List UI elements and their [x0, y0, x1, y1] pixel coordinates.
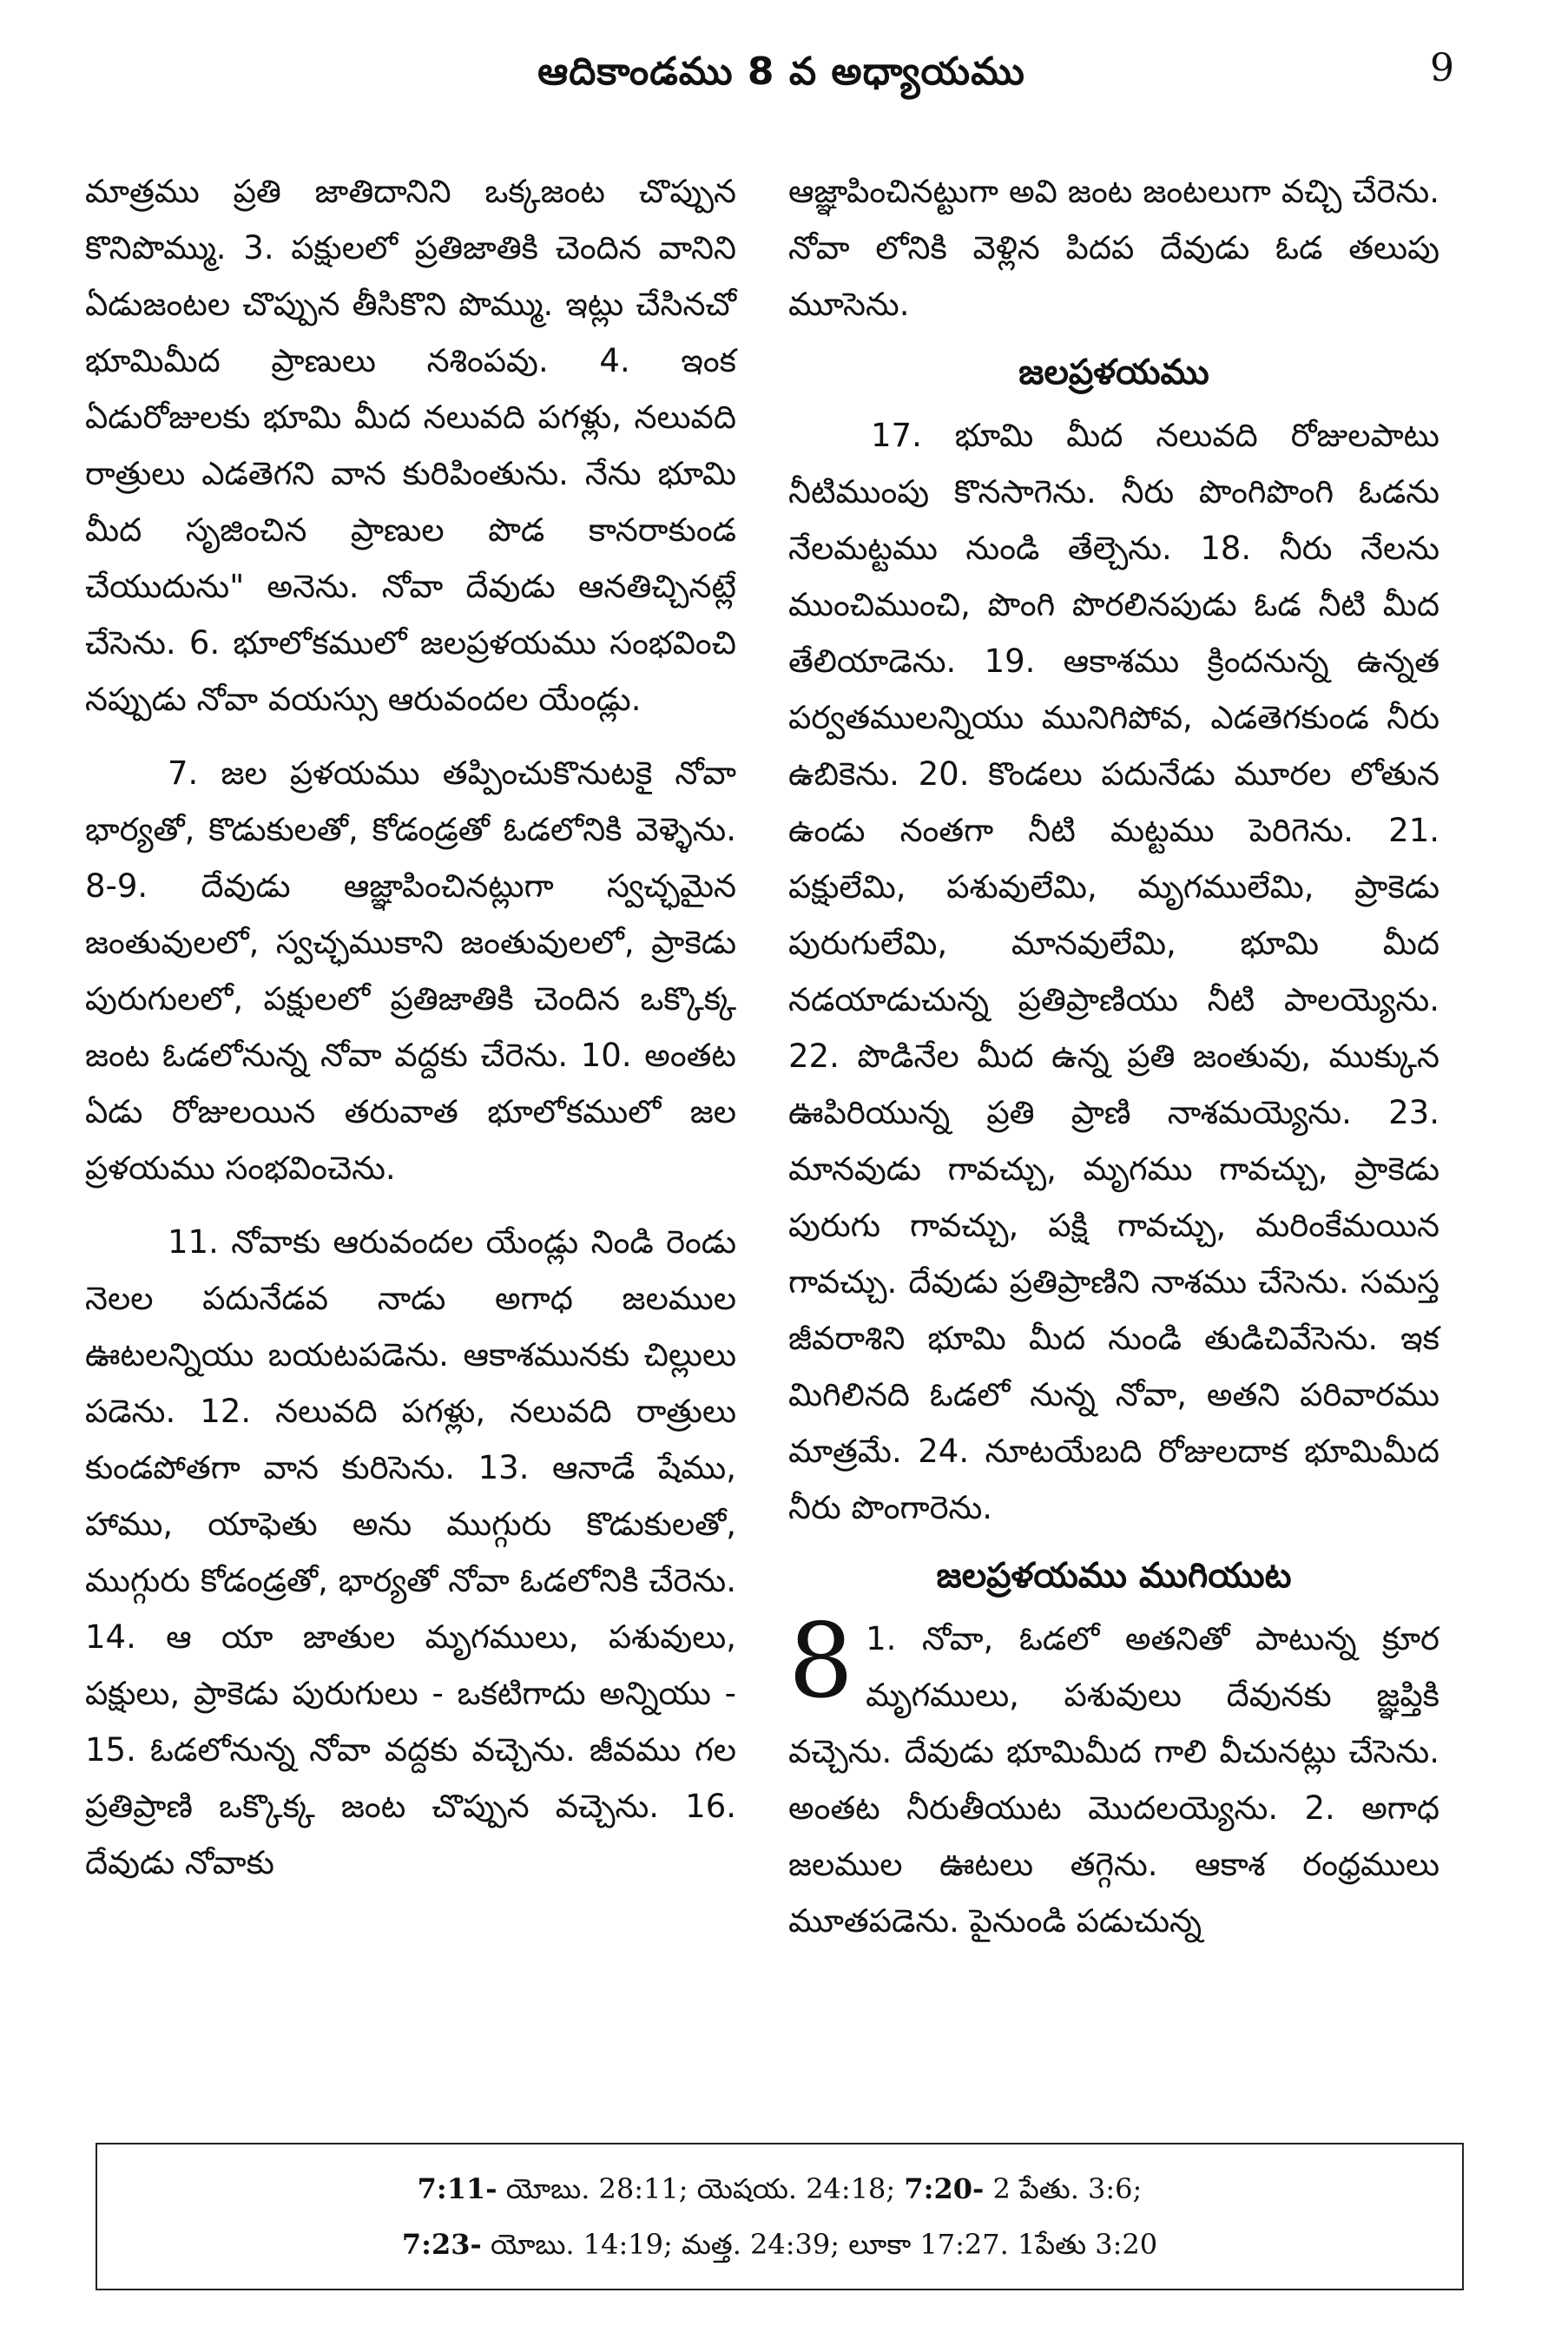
section-heading: జలప్రళయము ముగియుట [936, 1556, 1292, 1596]
paragraph: 7. జల ప్రళయము తప్పించుకొనుటకై నోవా భార్యతో, కొడుకులతో, కోడండ్రతో ఓడలోనికి వెళ్ళెను. 8-9. దేవుడు ఆజ్ఞాపించినట్లుగా స్వచ్ఛమైన జంతువులలో, స్వచ్ఛముకాని జంతువులలో, ప్రాకెడు పురుగులలో, పక్షులలో ప్రతిజాతికి చెందిన ఒక్కొక్క జంట ఓడలోనున్న నోవా వద్దకు చేరెను. 10. అంతట ఏడు రోజులయిన తరువాత భూలోకములో జల ప్రళయము సంభవించెను. [85, 754, 736, 1187]
section-heading: జలప్రళయము [1018, 352, 1209, 392]
reference-text: 2 పేతు. 3:6; [984, 2172, 1143, 2205]
reference-key: 7:11- [417, 2172, 497, 2205]
reference-text: యోబు. 28:11; యెషయ. 24:18; [497, 2172, 905, 2205]
footnote-line [402, 2217, 1157, 2272]
right-column [788, 163, 1440, 1949]
reference-text: యోబు. 14:19; మత్త. 24:39; లూకా 17:27. 1పేతు 3:20 [481, 2228, 1158, 2261]
reference-key: 7:23- [401, 2228, 482, 2261]
chapter-paragraph [788, 1601, 1440, 1949]
cross-reference-box [96, 2143, 1464, 2290]
chapter-number: 8 [788, 1601, 854, 1721]
page-number: 9 [1430, 46, 1454, 90]
reference-key: 7:20- [904, 2172, 985, 2205]
paragraph: 17. భూమి మీద నలువది రోజులపాటు నీటిముంపు కొనసాగెను. నీరు పొంగిపొంగి ఓడను నేలమట్టము నుండి తేల్చెను. 18. నీరు నేలను ముంచిముంచి, పొంగి పొరలినపుడు ఓడ నీటి మీద తేలియాడెను. 19. ఆకాశము క్రిందనున్న ఉన్నత పర్వతములన్నియు మునిగిపోవ, ఎడతెగకుండ నీరు ఉబికెను. 20. కొండలు పదునేడు మూరల లోతున ఉండు నంతగా నీటి మట్టము పెరిగెను. 21. పక్షులేమి, పశువులేమి, మృగములేమి, ప్రాకెడు పురుగులేమి, మానవులేమి, భూమి మీద నడయాడుచున్న ప్రతిప్రాణియు నీటి పాలయ్యెను. 22. పొడినేల మీద ఉన్న ప్రతి జంతువు, ముక్కున ఊపిరియున్న ప్రతి ప్రాణి నాశమయ్యెను. 23. మానవుడు గావచ్చు, మృగము గావచ్చు, ప్రాకెడు పురుగు గావచ్చు, పక్షి గావచ్చు, మరింకేమయిన గావచ్చు. దేవుడు ప్రతిప్రాణిని నాశము చేసెను. సమస్త జీవరాశిని భూమి మీద నుండి తుడిచివేసెను. ఇక మిగిలినది ఓడలో నున్న నోవా, అతని పరివారము మాత్రమే. 24. నూటయేబది రోజులదాక భూమిమీద నీరు పొంగారెను. [788, 417, 1440, 1526]
page-header [96, 39, 1467, 109]
left-column [85, 163, 736, 1891]
paragraph: మాత్రము ప్రతి జాతిదానిని ఒక్కజంట చొప్పున కొనిపొమ్ము. 3. పక్షులలో ప్రతిజాతికి చెందిన వానిని ఏడుజంటల చొప్పున తీసికొని పొమ్ము. ఇట్లు చేసినచో భూమిమీద ప్రాణులు నశింపవు. 4. ఇంక ఏడురోజులకు భూమి మీద నలువది పగళ్లు, నలువది రాత్రులు ఎడతెగని వాన కురిపింతును. నేను భూమి మీద సృజించిన ప్రాణుల పొడ కానరాకుండ చేయుదును" అనెను. నోవా దేవుడు ఆనతిచ్చినట్లే చేసెను. 6. భూలోకములో జలప్రళయము సంభవించి నప్పుడు నోవా వయస్సు ఆరువందల యేండ్లు. [85, 173, 736, 718]
paragraph: 11. నోవాకు ఆరువందల యేండ్లు నిండి రెండు నెలల పదునేడవ నాడు అగాధ జలముల ఊటలన్నియు బయటపడెను. ఆకాశమునకు చిల్లులు పడెను. 12. నలువది పగళ్లు, నలువది రాత్రులు కుండపోతగా వాన కురిసెను. 13. ఆనాడే షేము, హాము, యాఫెతు అను ముగ్గురు కొడుకులతో, ముగ్గురు కోడండ్రతో, భార్యతో నోవా ఓడలోనికి చేరెను. 14. ఆ యా జాతుల మృగములు, పశువులు, పక్షులు, ప్రాకెడు పురుగులు - ఒకటిగాదు అన్నియు - 15. ఓడలోనున్న నోవా వద్దకు వచ్చెను. జీవము గల ప్రతిప్రాణి ఒక్కొక్క జంట చొప్పున వచ్చెను. 16. దేవుడు నోవాకు [85, 1223, 736, 1881]
paragraph: ఆజ్ఞాపించినట్టుగా అవి జంట జంటలుగా వచ్చి చేరెను. నోవా లోనికి వెళ్లిన పిదప దేవుడు ఓడ తలుపు మూసెను. [788, 173, 1440, 323]
running-title: ఆదికాండము 8 వ అధ్యాయము [537, 49, 1025, 94]
paragraph-text: 1. నోవా, ఓడలో అతనితో పాటున్న క్రూర మృగములు, పశువులు దేవునకు జ్ఞప్తికి వచ్చెను. దేవుడు భూమిమీద గాలి వీచునట్లు చేసెను. అంతట నీరుతీయుట మొదలయ్యెను. 2. అగాధ జలముల ఊటలు తగ్గెను. ఆకాశ రంధ్రములు మూతపడెను. పైనుండి పడుచున్న [788, 1620, 1440, 1940]
footnote-line [418, 2161, 1143, 2217]
